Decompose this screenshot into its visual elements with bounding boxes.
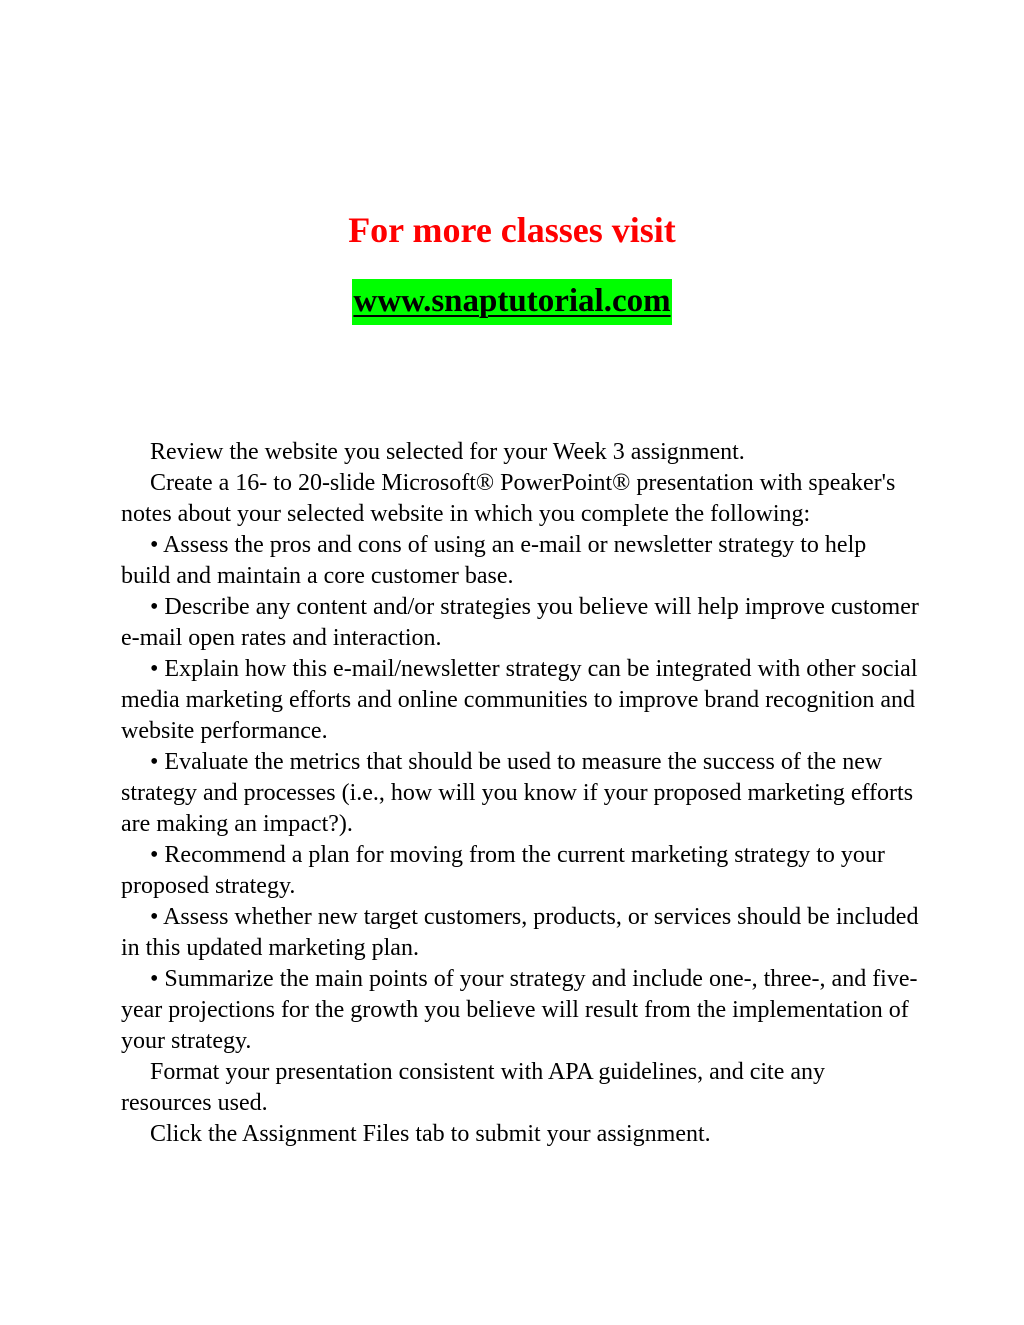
assignment-instructions [121,437,921,1150]
bullet-item: • Assess the pros and cons of using an e-mail or newsletter strategy to help build and maintain a core customer base. [121,532,867,589]
instruction-paragraph: Review the website you selected for your Week 3 assignment. [150,439,745,465]
bullet-item: • Evaluate the metrics that should be used to measure the success of the new strategy and processes (i.e., how will you know if your proposed marketing efforts are making an impact?). [121,749,914,837]
website-link[interactable]: www.snaptutorial.com [352,279,671,325]
instruction-paragraph: Click the Assignment Files tab to submit your assignment. [150,1121,711,1147]
bullet-item: • Recommend a plan for moving from the current marketing strategy to your proposed strategy. [121,842,885,899]
page-title: For more classes visit [348,210,676,250]
instruction-paragraph: Create a 16- to 20-slide Microsoft® PowerPoint® presentation with speaker's notes about your selected website in which you complete the following: [121,470,896,527]
website-link-container [0,279,1024,325]
bullet-item: • Assess whether new target customers, products, or services should be included in this updated marketing plan. [121,904,919,961]
page-header [0,206,1024,325]
instruction-paragraph: Format your presentation consistent with APA guidelines, and cite any resources used. [121,1059,826,1116]
bullet-item: • Describe any content and/or strategies you believe will help improve customer e-mail open rates and interaction. [121,594,919,651]
bullet-item: • Summarize the main points of your strategy and include one-, three-, and five-year projections for the growth you believe will result from the implementation of your strategy. [121,966,918,1054]
bullet-item: • Explain how this e-mail/newsletter strategy can be integrated with other social media marketing efforts and online communities to improve brand recognition and website performance. [121,656,918,744]
